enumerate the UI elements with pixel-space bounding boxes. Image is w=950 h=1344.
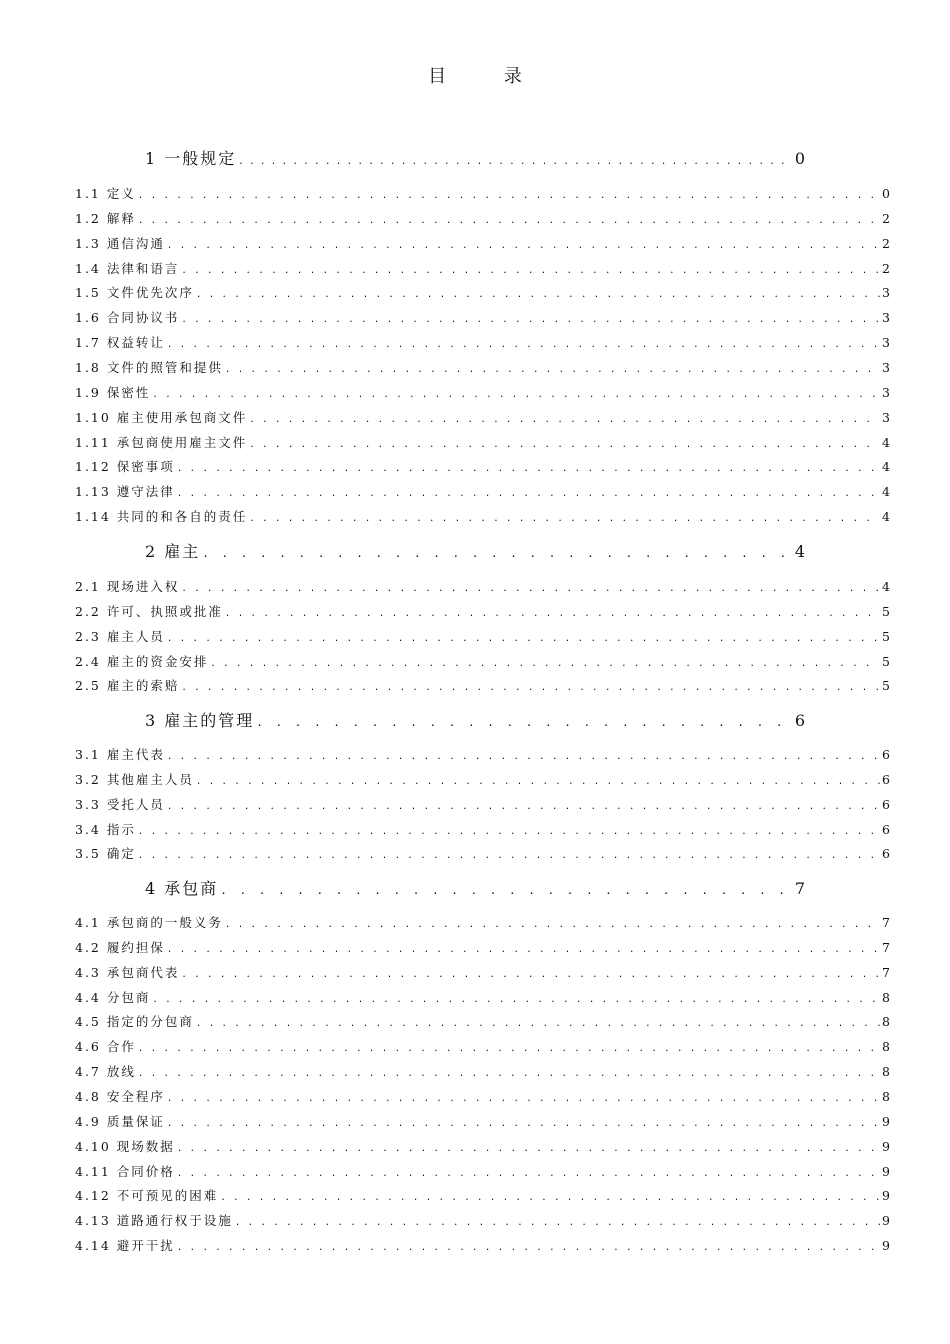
toc-entry-page: 5 <box>882 628 892 644</box>
toc-entry-label: 1.9 保密性 <box>75 384 151 400</box>
toc-entry-page: 9 <box>882 1238 892 1254</box>
toc-entry-label: 1.12 保密事项 <box>75 459 175 475</box>
toc-entry-label: 4.10 现场数据 <box>75 1138 175 1154</box>
toc-entry-label: 2.4 雇主的资金安排 <box>75 653 209 669</box>
toc-entry[interactable] <box>75 308 892 326</box>
toc-entry[interactable] <box>75 1112 892 1130</box>
toc-entry[interactable] <box>75 358 892 376</box>
toc-entry-label: 1.3 通信沟通 <box>75 235 165 251</box>
toc-entry-label: 3.1 雇主代表 <box>75 747 165 762</box>
toc-entry-label: 4.7 放线 <box>75 1064 136 1080</box>
toc-entry-page: 6 <box>882 796 892 812</box>
toc-entry-page: 2 <box>882 210 892 226</box>
toc-leader-dots <box>152 995 880 1005</box>
toc-entry-page: 9 <box>882 1138 892 1154</box>
toc-entry[interactable] <box>75 507 892 525</box>
toc-entry-label: 3.2 其他雇主人员 <box>75 771 194 787</box>
toc-entry[interactable] <box>75 333 892 351</box>
toc-leader-dots <box>220 1193 880 1203</box>
toc-entry-page: 3 <box>882 285 892 301</box>
toc-entry[interactable] <box>75 676 892 694</box>
toc-leader-dots <box>138 827 880 837</box>
toc-leader-dots <box>167 340 880 350</box>
toc-entry-label: 1.13 遵守法律 <box>75 484 175 500</box>
toc-entry[interactable] <box>75 234 892 252</box>
toc-entry-label: 4.2 履约担保 <box>75 939 165 955</box>
toc-entry-page: 3 <box>882 335 892 351</box>
toc-entry-label: 4.1 承包商的一般义务 <box>75 915 223 930</box>
toc-entry-page: 0 <box>882 186 892 201</box>
toc-section-page: 0 <box>794 149 807 168</box>
toc-entry-page: 6 <box>882 747 892 762</box>
toc-entry-page: 9 <box>882 1213 892 1229</box>
toc-entry-page: 2 <box>882 260 892 276</box>
toc-entry-page: 4 <box>882 484 892 500</box>
toc-entry-page: 9 <box>882 1163 892 1179</box>
toc-entry-label: 4.9 质量保证 <box>75 1113 165 1129</box>
toc-section-page: 6 <box>794 711 807 730</box>
toc-entry[interactable] <box>75 1012 892 1030</box>
toc-leader-dots <box>210 659 880 669</box>
toc-entry[interactable] <box>75 577 892 595</box>
toc-leader-dots <box>238 157 793 167</box>
toc-leader-dots <box>167 1094 880 1104</box>
toc-entry-page: 6 <box>882 846 892 862</box>
toc-entry[interactable] <box>75 259 892 277</box>
toc-leader-dots <box>177 489 880 499</box>
toc-leader-dots <box>235 1218 880 1228</box>
toc-entry-page: 3 <box>882 409 892 425</box>
toc-leader-dots <box>181 584 880 594</box>
toc-entry-page: 9 <box>882 1188 892 1204</box>
toc-leader-dots <box>167 752 880 762</box>
toc-entry-label: 1.1 定义 <box>75 186 136 201</box>
toc-leader-dots <box>249 415 880 425</box>
toc-section-page: 7 <box>794 879 807 898</box>
toc-entry-page: 4 <box>882 509 892 525</box>
toc-entry-label: 1.4 法律和语言 <box>75 260 180 276</box>
toc-entry-page: 8 <box>882 1014 892 1030</box>
toc-entry-label: 1.8 文件的照管和提供 <box>75 359 223 375</box>
toc-section-3[interactable] <box>145 708 807 730</box>
page-title: 目 录 <box>428 66 548 87</box>
toc-entry-label: 1.11 承包商使用雇主文件 <box>75 434 248 450</box>
toc-entry-label: 2.1 现场进入权 <box>75 579 180 594</box>
toc-entry-page: 4 <box>882 459 892 475</box>
toc-entry-label: 4.12 不可预见的困难 <box>75 1188 219 1204</box>
toc-entry-page: 7 <box>882 964 892 980</box>
toc-leader-dots <box>152 390 880 400</box>
toc-entry-label: 4.3 承包商代表 <box>75 964 180 980</box>
toc-leader-dots <box>196 777 880 787</box>
toc-section-4[interactable] <box>145 876 807 898</box>
toc-entry[interactable] <box>75 938 892 956</box>
toc-entry-label: 3.4 指示 <box>75 821 136 837</box>
toc-leader-dots <box>138 851 880 861</box>
toc-entry-label: 2.3 雇主人员 <box>75 628 165 644</box>
toc-entry-page: 5 <box>882 653 892 669</box>
toc-entry[interactable] <box>75 1137 892 1155</box>
toc-entry[interactable] <box>75 482 892 500</box>
toc-entry-label: 4.13 道路通行权于设施 <box>75 1213 233 1229</box>
toc-leader-dots <box>167 945 880 955</box>
toc-leader-dots <box>138 216 880 226</box>
toc-leader-dots <box>196 1019 880 1029</box>
toc-entry-label: 2.5 雇主的索赔 <box>75 678 180 694</box>
toc-entry-label: 3.5 确定 <box>75 846 136 862</box>
toc-entry[interactable] <box>75 1037 892 1055</box>
toc-entry-label: 1.10 雇主使用承包商文件 <box>75 409 248 425</box>
toc-entry[interactable] <box>75 1062 892 1080</box>
toc-leader-dots <box>225 609 880 619</box>
toc-entry[interactable] <box>75 1211 892 1229</box>
toc-entry-page: 8 <box>882 1088 892 1104</box>
toc-section-1[interactable] <box>145 146 807 168</box>
toc-section-label: 3 雇主的管理 <box>145 711 255 730</box>
toc-entry[interactable] <box>75 652 892 670</box>
toc-entry-label: 4.8 安全程序 <box>75 1088 165 1104</box>
toc-entry[interactable] <box>75 963 892 981</box>
toc-leader-dots <box>249 440 880 450</box>
toc-leader-dots <box>167 802 880 812</box>
toc-entry-page: 6 <box>882 771 892 787</box>
toc-entry-label: 4.14 避开干扰 <box>75 1238 175 1254</box>
toc-entry[interactable] <box>75 988 892 1006</box>
toc-leader-dots <box>249 514 880 524</box>
toc-leader-dots <box>177 1243 880 1253</box>
toc-leader-dots <box>181 683 880 693</box>
toc-entry[interactable] <box>75 209 892 227</box>
toc-leader-dots <box>181 970 880 980</box>
toc-entry[interactable] <box>75 1186 892 1204</box>
toc-entry[interactable] <box>75 770 892 788</box>
toc-entry-label: 1.14 共同的和各自的责任 <box>75 509 248 525</box>
toc-section-label: 1 一般规定 <box>145 149 237 168</box>
toc-leader-dots <box>167 241 880 251</box>
toc-leader-dots <box>256 716 793 729</box>
toc-leader-dots <box>177 1169 880 1179</box>
toc-leader-dots <box>167 1119 880 1129</box>
toc-entry-page: 8 <box>882 989 892 1005</box>
toc-entry[interactable] <box>75 844 892 862</box>
toc-entry-page: 3 <box>882 384 892 400</box>
toc-leader-dots <box>181 315 880 325</box>
toc-entry-label: 2.2 许可、执照或批准 <box>75 603 223 619</box>
toc-entry-page: 8 <box>882 1064 892 1080</box>
toc-entry-page: 4 <box>882 434 892 450</box>
toc-entry-page: 5 <box>882 678 892 694</box>
toc-entry[interactable] <box>75 433 892 451</box>
toc-entry[interactable] <box>75 913 892 931</box>
toc-section-label: 2 雇主 <box>145 542 201 561</box>
toc-entry[interactable] <box>75 1162 892 1180</box>
toc-leader-dots <box>181 266 880 276</box>
toc-leader-dots <box>167 634 880 644</box>
toc-leader-dots <box>225 920 880 930</box>
toc-leader-dots <box>138 1044 880 1054</box>
toc-entry-label: 1.6 合同协议书 <box>75 310 180 326</box>
toc-entry-label: 1.7 权益转让 <box>75 335 165 351</box>
toc-leader-dots <box>177 464 880 474</box>
toc-entry-page: 5 <box>882 603 892 619</box>
toc-entry[interactable] <box>75 457 892 475</box>
toc-entry[interactable] <box>75 1236 892 1254</box>
toc-entry-page: 7 <box>882 915 892 930</box>
toc-leader-dots <box>202 547 793 560</box>
toc-leader-dots <box>177 1144 880 1154</box>
toc-entry-label: 4.5 指定的分包商 <box>75 1014 194 1030</box>
toc-entry-page: 4 <box>882 579 892 594</box>
toc-entry[interactable] <box>75 627 892 645</box>
toc-entry[interactable] <box>75 408 892 426</box>
toc-section-page: 4 <box>794 542 807 561</box>
toc-entry[interactable] <box>75 184 892 202</box>
toc-entry[interactable] <box>75 795 892 813</box>
toc-entry-page: 9 <box>882 1113 892 1129</box>
toc-entry-label: 4.11 合同价格 <box>75 1163 175 1179</box>
toc-entry-page: 8 <box>882 1039 892 1055</box>
toc-leader-dots <box>196 290 880 300</box>
toc-entry[interactable] <box>75 602 892 620</box>
toc-entry-label: 4.4 分包商 <box>75 989 151 1005</box>
toc-leader-dots <box>225 365 880 375</box>
toc-entry-page: 3 <box>882 310 892 326</box>
toc-entry[interactable] <box>75 820 892 838</box>
toc-leader-dots <box>220 884 793 897</box>
toc-section-label: 4 承包商 <box>145 879 219 898</box>
toc-entry-label: 1.2 解释 <box>75 210 136 226</box>
toc-entry-label: 3.3 受托人员 <box>75 796 165 812</box>
toc-leader-dots <box>138 191 880 201</box>
toc-entry[interactable] <box>75 1087 892 1105</box>
toc-section-2[interactable] <box>145 539 807 561</box>
toc-entry-page: 2 <box>882 235 892 251</box>
toc-entry-label: 1.5 文件优先次序 <box>75 285 194 301</box>
toc-entry[interactable] <box>75 283 892 301</box>
toc-entry-page: 7 <box>882 939 892 955</box>
toc-entry[interactable] <box>75 745 892 763</box>
toc-entry-label: 4.6 合作 <box>75 1039 136 1055</box>
toc-entry-page: 6 <box>882 821 892 837</box>
toc-entry[interactable] <box>75 383 892 401</box>
toc-entry-page: 3 <box>882 359 892 375</box>
toc-leader-dots <box>138 1069 880 1079</box>
